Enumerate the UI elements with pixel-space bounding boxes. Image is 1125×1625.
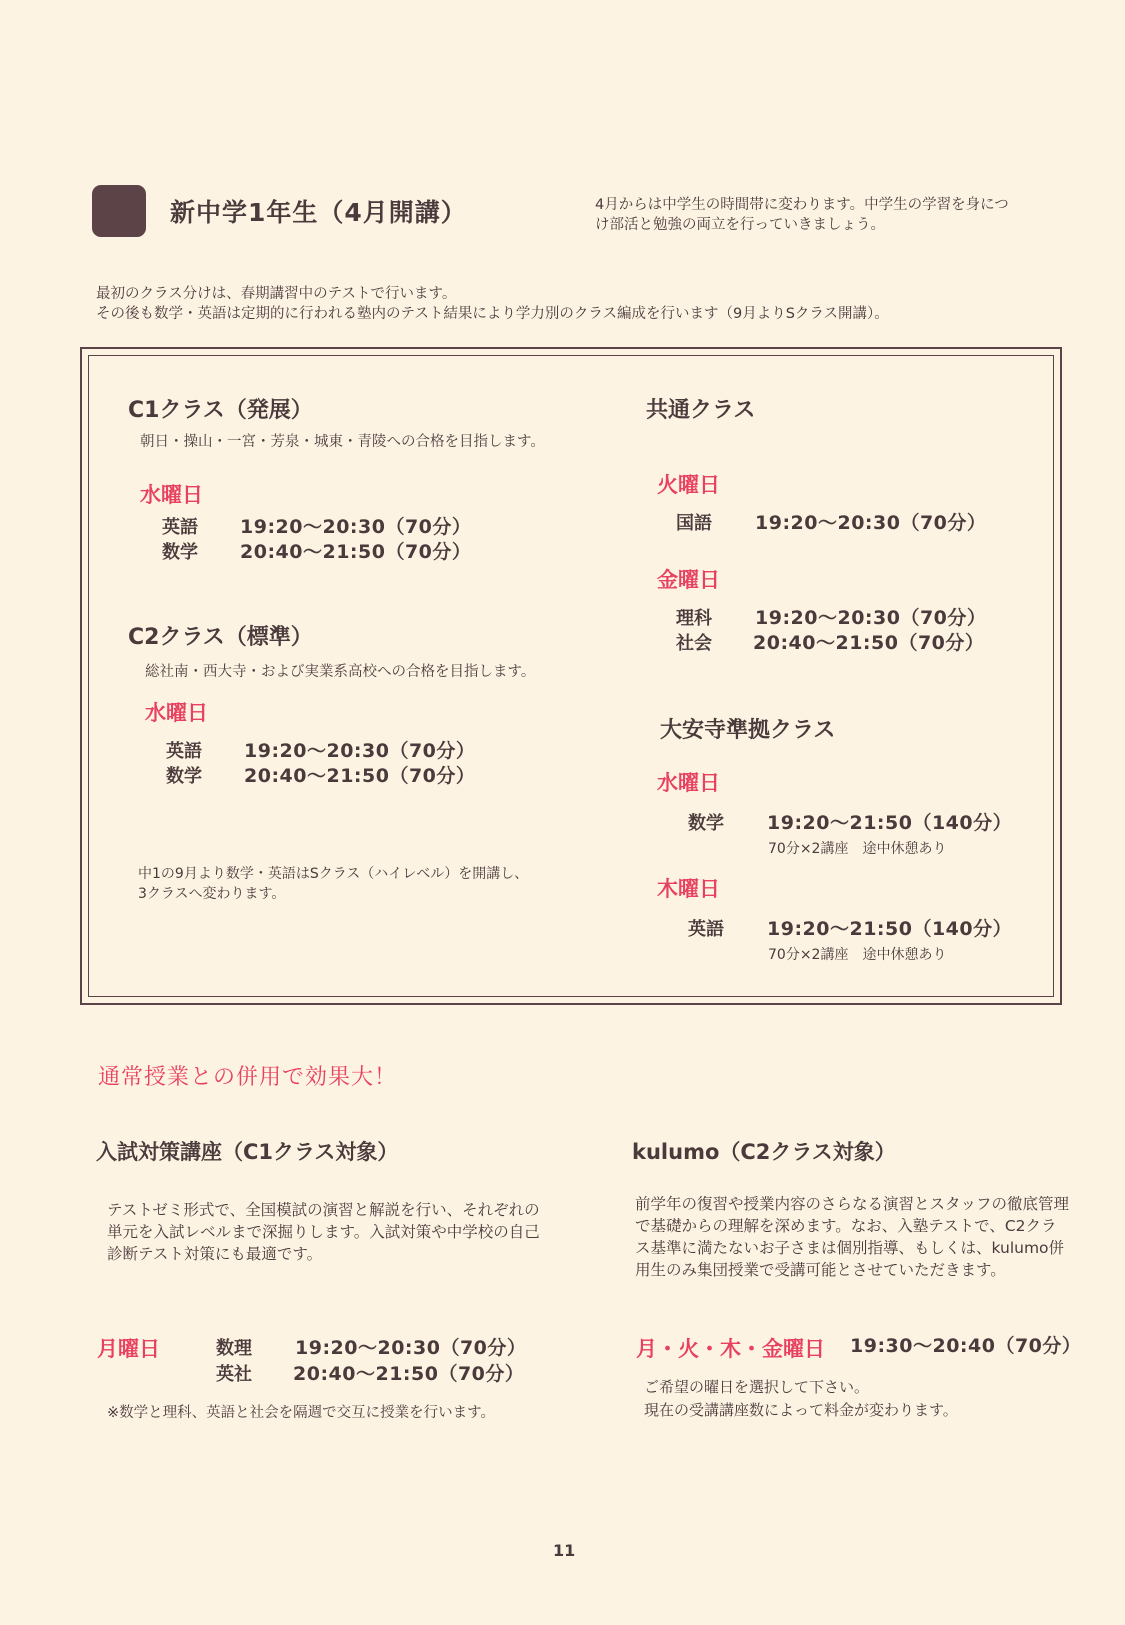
exam-subject-2: 英社 <box>216 1364 252 1385</box>
exam-course-day: 月曜日 <box>97 1337 160 1361</box>
c2-title: C2クラス（標準） <box>128 625 313 650</box>
saidaiji-subject-english: 英語 <box>688 919 724 940</box>
page-title: 新中学1年生（4月開講） <box>170 198 467 227</box>
saidaiji-day-thu: 木曜日 <box>657 877 720 901</box>
exam-course-desc: テストゼミ形式で、全国模試の演習と解説を行い、それぞれの単元を入試レベルまで深掘りします。入試対策や中学校の自己診断テスト対策にも最適です。 <box>107 1201 540 1263</box>
c2-subject-1: 英語 <box>166 741 202 762</box>
exam-time-2: 20:40〜21:50（70分） <box>293 1363 525 1385</box>
saidaiji-note-math: 70分×2講座 途中休憩あり <box>768 841 947 857</box>
c2-subject-2: 数学 <box>166 766 202 787</box>
kulumo-time: 19:30〜20:40（70分） <box>850 1335 1082 1357</box>
c1-time-2: 20:40〜21:50（70分） <box>240 541 472 563</box>
lead-line-1: 最初のクラス分けは、春期講習中のテストで行います。 <box>96 286 457 302</box>
page-number: 11 <box>553 1541 576 1560</box>
c1-subject-2: 数学 <box>162 542 198 563</box>
combo-heading: 通常授業との併用で効果大！ <box>98 1065 398 1090</box>
c1-title: C1クラス（発展） <box>128 398 313 423</box>
kulumo-desc: 前学年の復習や授業内容のさらなる演習とスタッフの徹底管理で基礎からの理解を深めます。なお、入塾テストで、C2クラス基準に満たないお子さまは個別指導、もしくは、kulumo併用生のみ集団授業で受講可能とさせていただきます。 <box>635 1195 1070 1279</box>
common-time-science: 19:20〜20:30（70分） <box>755 607 987 629</box>
common-subject-social: 社会 <box>676 633 712 654</box>
common-time-japanese: 19:20〜20:30（70分） <box>755 512 987 534</box>
saidaiji-time-math: 19:20〜21:50（140分） <box>767 812 1013 834</box>
intro-line-2: け部活と勉強の両立を行っていきましょう。 <box>595 217 885 233</box>
common-day-tue: 火曜日 <box>657 473 720 497</box>
saidaiji-subject-math: 数学 <box>688 813 724 834</box>
lead-line-2: その後も数学・英語は定期的に行われる塾内のテスト結果により学力別のクラス編成を行います（9月よりSクラス開講）。 <box>96 306 889 322</box>
saidaiji-time-english: 19:20〜21:50（140分） <box>767 918 1013 940</box>
common-title: 共通クラス <box>646 398 756 423</box>
exam-time-1: 19:20〜20:30（70分） <box>295 1337 527 1359</box>
s-class-note-1: 中1の9月より数学・英語はSクラス（ハイレベル）を開講し、 <box>138 866 529 882</box>
c2-time-1: 19:20〜20:30（70分） <box>244 740 476 762</box>
exam-course-title: 入試対策講座（C1クラス対象） <box>96 1140 399 1164</box>
intro-line-1: 4月からは中学生の時間帯に変わります。中学生の学習を身につ <box>595 197 1009 213</box>
common-time-social: 20:40〜21:50（70分） <box>753 632 985 654</box>
s-class-note-2: 3クラスへ変わります。 <box>138 886 286 902</box>
saidaiji-title: 大安寺準拠クラス <box>660 718 836 743</box>
section-marker <box>92 185 146 237</box>
common-subject-science: 理科 <box>676 608 712 629</box>
kulumo-note-1: ご希望の曜日を選択して下さい。 <box>644 1378 870 1396</box>
c1-day: 水曜日 <box>140 483 203 507</box>
saidaiji-note-english: 70分×2講座 途中休憩あり <box>768 947 947 963</box>
kulumo-title: kulumo（C2クラス対象） <box>632 1140 896 1164</box>
c1-subject-1: 英語 <box>162 517 198 538</box>
c2-day: 水曜日 <box>145 701 208 725</box>
kulumo-note-2: 現在の受講講座数によって料金が変わります。 <box>644 1401 958 1419</box>
c1-time-1: 19:20〜20:30（70分） <box>240 516 472 538</box>
exam-subject-1: 数理 <box>216 1338 252 1359</box>
saidaiji-day-wed: 水曜日 <box>657 771 720 795</box>
common-day-fri: 金曜日 <box>657 568 720 592</box>
common-subject-japanese: 国語 <box>676 513 712 534</box>
kulumo-day: 月・火・木・金曜日 <box>636 1337 825 1361</box>
exam-course-note: ※数学と理科、英語と社会を隔週で交互に授業を行います。 <box>107 1405 495 1421</box>
c2-desc: 総社南・西大寺・および実業系高校への合格を目指します。 <box>145 664 536 680</box>
c1-desc: 朝日・操山・一宮・芳泉・城東・青陵への合格を目指します。 <box>140 434 545 450</box>
c2-time-2: 20:40〜21:50（70分） <box>244 765 476 787</box>
